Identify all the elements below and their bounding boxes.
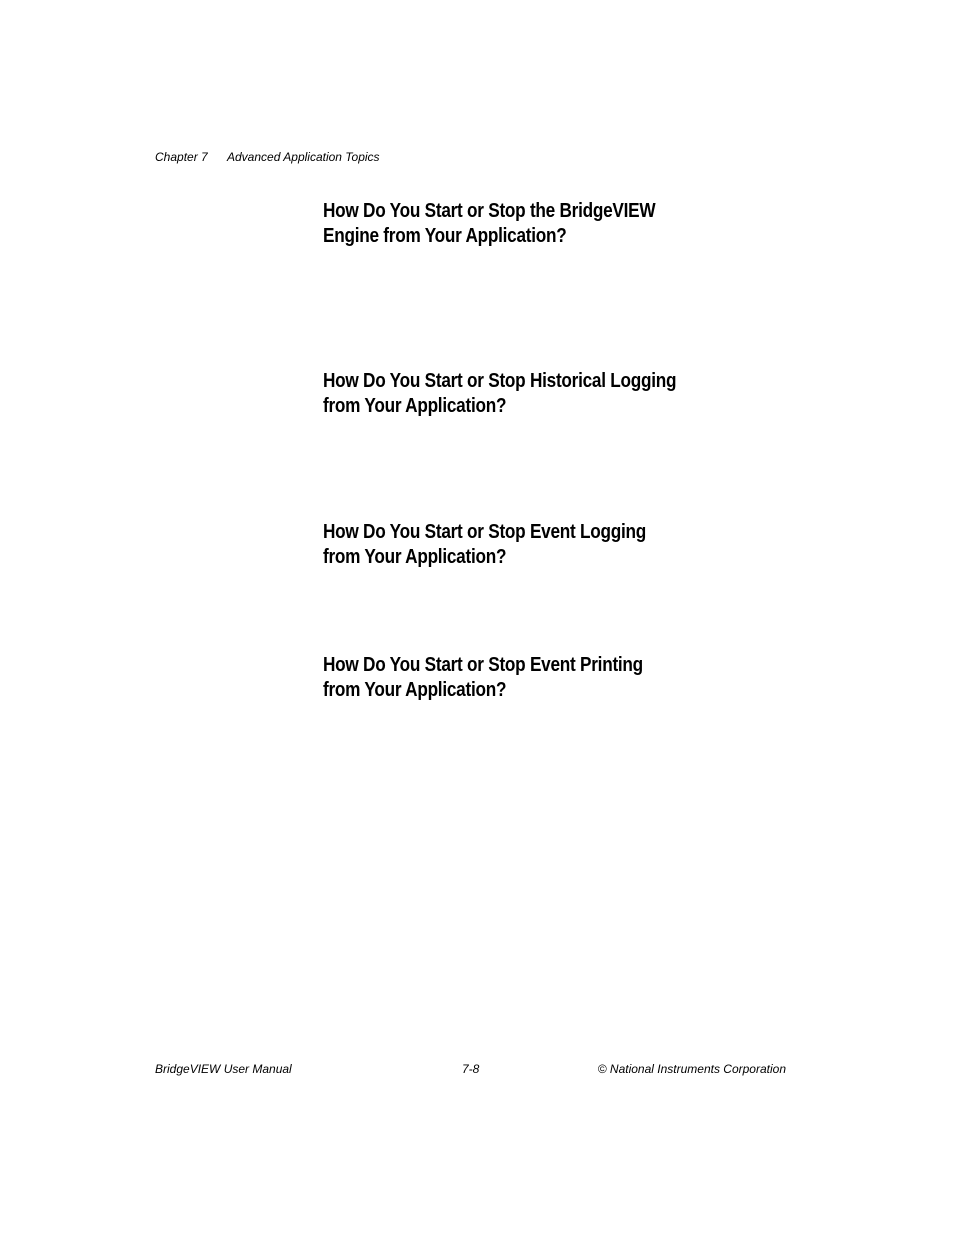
heading-line: How Do You Start or Stop the BridgeVIEW: [323, 200, 656, 222]
chapter-number: Chapter 7: [155, 150, 208, 164]
heading-line: How Do You Start or Stop Historical Logging: [323, 370, 677, 392]
running-head: [155, 150, 380, 164]
heading-line: from Your Application?: [323, 546, 507, 568]
footer-copyright: © National Instruments Corporation: [597, 1062, 786, 1076]
section-heading-event-printing: [323, 653, 684, 703]
heading-line: Engine from Your Application?: [323, 225, 567, 247]
heading-line: from Your Application?: [323, 395, 507, 417]
footer-manual-title: BridgeVIEW User Manual: [155, 1062, 292, 1076]
section-heading-historical-logging: [323, 369, 684, 419]
footer-page-number: 7-8: [462, 1062, 480, 1076]
heading-line: How Do You Start or Stop Event Logging: [323, 521, 647, 543]
section-heading-event-logging: [323, 520, 684, 570]
section-heading-start-stop-engine: [323, 199, 684, 249]
heading-line: How Do You Start or Stop Event Printing: [323, 654, 643, 676]
chapter-title: Advanced Application Topics: [227, 150, 380, 164]
heading-line: from Your Application?: [323, 679, 507, 701]
